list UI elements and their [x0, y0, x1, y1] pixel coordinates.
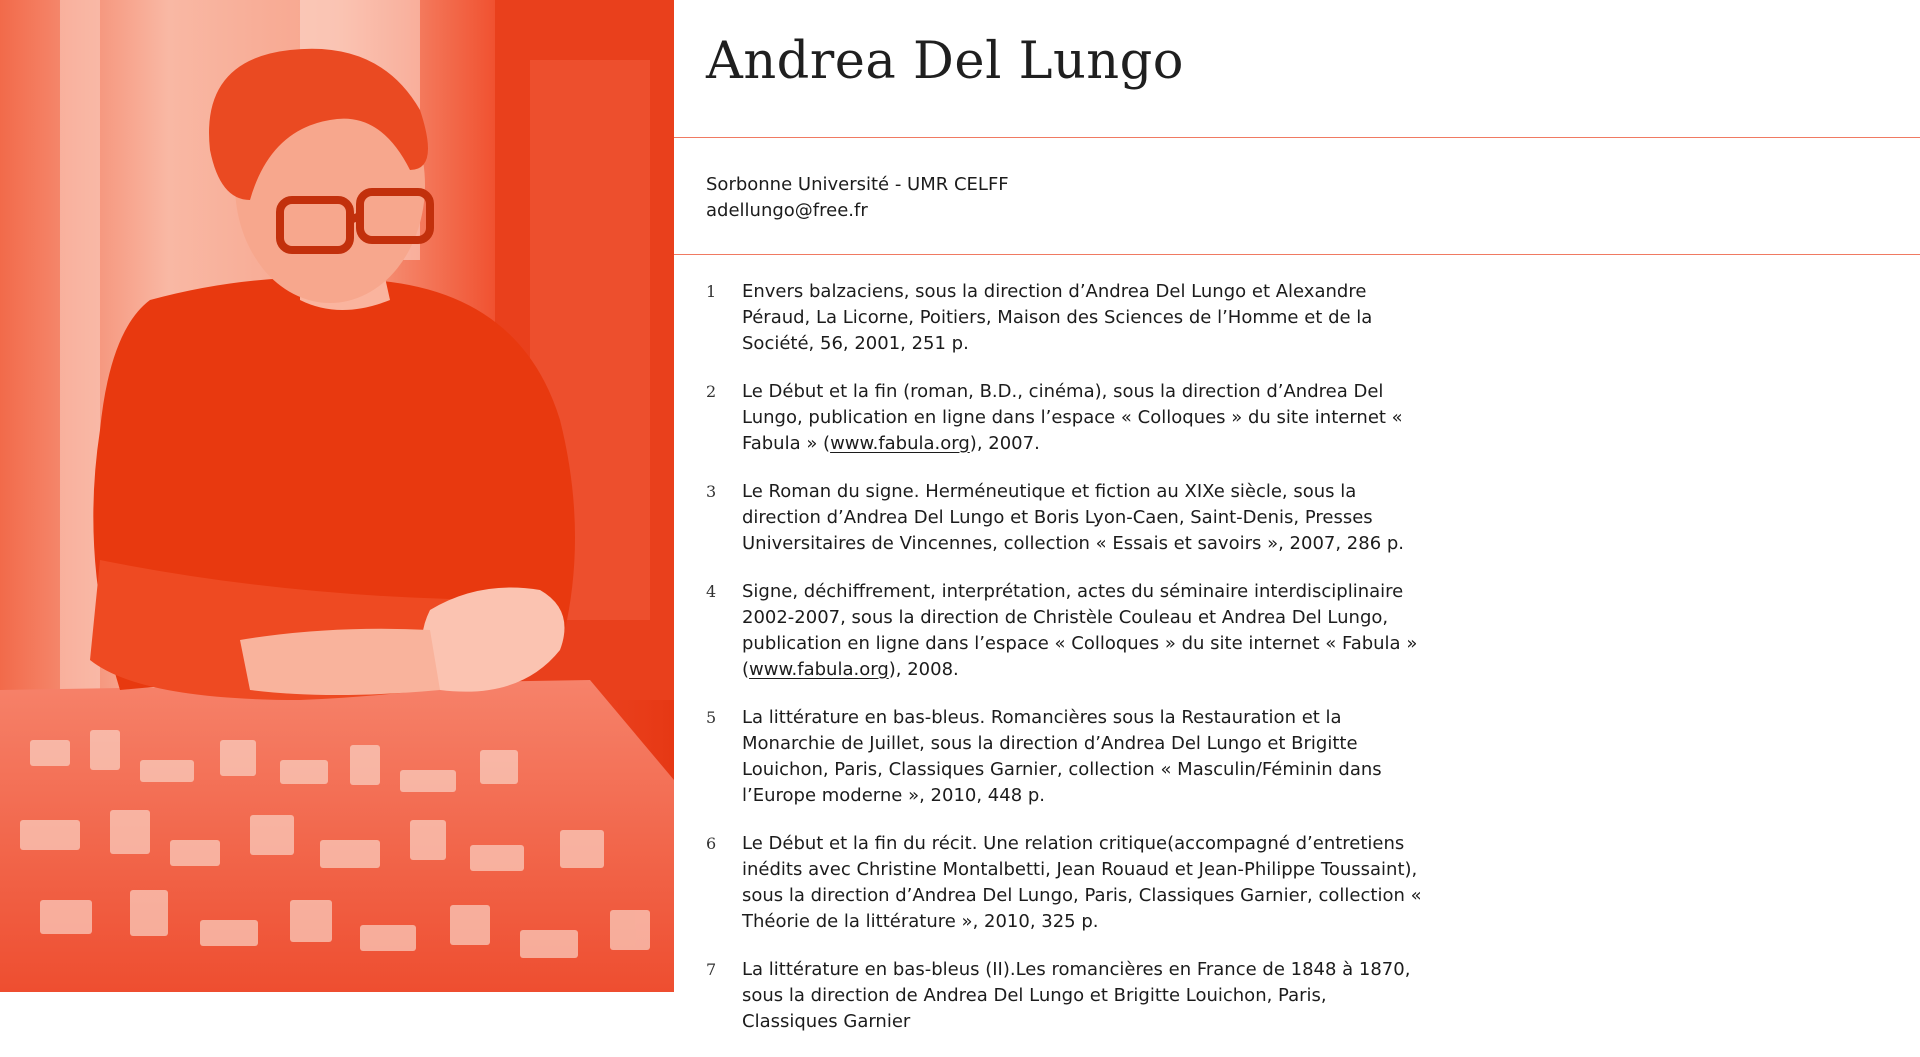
portrait-image: [0, 0, 674, 992]
profile-header: [674, 0, 1920, 138]
publication-number: 4: [706, 582, 717, 601]
publication-item: [706, 279, 1426, 357]
publication-text: La littérature en bas-bleus (II).Les romancières en France de 1848 à 1870, sous la direction de Andrea Del Lungo et Brigitte Louichon, Paris, Classiques Garnier: [742, 959, 1411, 1032]
publication-text-after: ), 2008.: [888, 659, 959, 680]
publication-text: Envers balzaciens, sous la direction d’Andrea Del Lungo et Alexandre Péraud, La Licorne, Poitiers, Maison des Sciences de l’Homme et de la Société, 56, 2001, 251 p.: [742, 281, 1373, 354]
author-name: Andrea Del Lungo: [706, 32, 1185, 91]
author-email: adellungo@free.fr: [706, 200, 868, 221]
publication-list: [706, 279, 1426, 1057]
publication-text-before: Le Début et la fin (roman, B.D., cinéma), sous la direction d’Andrea Del Lungo, publication en ligne dans l’espace « Colloques » du site internet « Fabula » (: [742, 381, 1403, 454]
publication-item: [706, 705, 1426, 809]
affiliation-text: [706, 172, 1009, 224]
publication-text-before: Signe, déchiffrement, interprétation, actes du séminaire interdisciplinaire 2002-2007, sous la direction de Christèle Couleau et Andrea Del Lungo, publication en ligne dans l’espace « Colloques » du site internet « Fabula » (: [742, 581, 1418, 680]
publication-text-after: ), 2007.: [969, 433, 1040, 454]
affiliation: Sorbonne Université - UMR CELFF: [706, 174, 1009, 195]
publication-text: La littérature en bas-bleus. Romancières sous la Restauration et la Monarchie de Juillet, sous la direction d’Andrea Del Lungo et Brigitte Louichon, Paris, Classiques Garnier, collection « Masculin/Féminin dans l’Europe moderne », 2010, 448 p.: [742, 707, 1382, 806]
publication-item: [706, 831, 1426, 935]
publication-number: 3: [706, 482, 717, 501]
publication-number: 1: [706, 282, 717, 301]
publication-item: [706, 379, 1426, 457]
author-portrait: [0, 0, 674, 992]
publication-text: Le Roman du signe. Herméneutique et fiction au XIXe siècle, sous la direction d’Andrea Del Lungo et Boris Lyon-Caen, Saint-Denis, Presses Universitaires de Vincennes, collection « Essais et savoirs », 2007, 286 p.: [742, 481, 1405, 554]
publication-text: [742, 379, 1426, 457]
publication-item: [706, 957, 1426, 1035]
publication-text: Le Début et la fin du récit. Une relation critique(accompagné d’entretiens inédits avec Christine Montalbetti, Jean Rouaud et Jean-Philippe Toussaint), sous la direction d’Andrea Del Lungo, Paris, Classiques Garnier, collection « Théorie de la littérature », 2010, 325 p.: [742, 833, 1422, 932]
publication-item: [706, 479, 1426, 557]
fabula-link[interactable]: www.fabula.org: [749, 659, 889, 680]
publication-number: 6: [706, 834, 717, 853]
publication-number: 2: [706, 382, 717, 401]
publication-number: 7: [706, 960, 717, 979]
affiliation-block: [674, 138, 1920, 255]
publication-item: [706, 579, 1426, 683]
publication-text: [742, 579, 1426, 683]
fabula-link[interactable]: www.fabula.org: [830, 433, 970, 454]
content-panel: [674, 0, 1920, 1032]
publication-number: 5: [706, 708, 717, 727]
